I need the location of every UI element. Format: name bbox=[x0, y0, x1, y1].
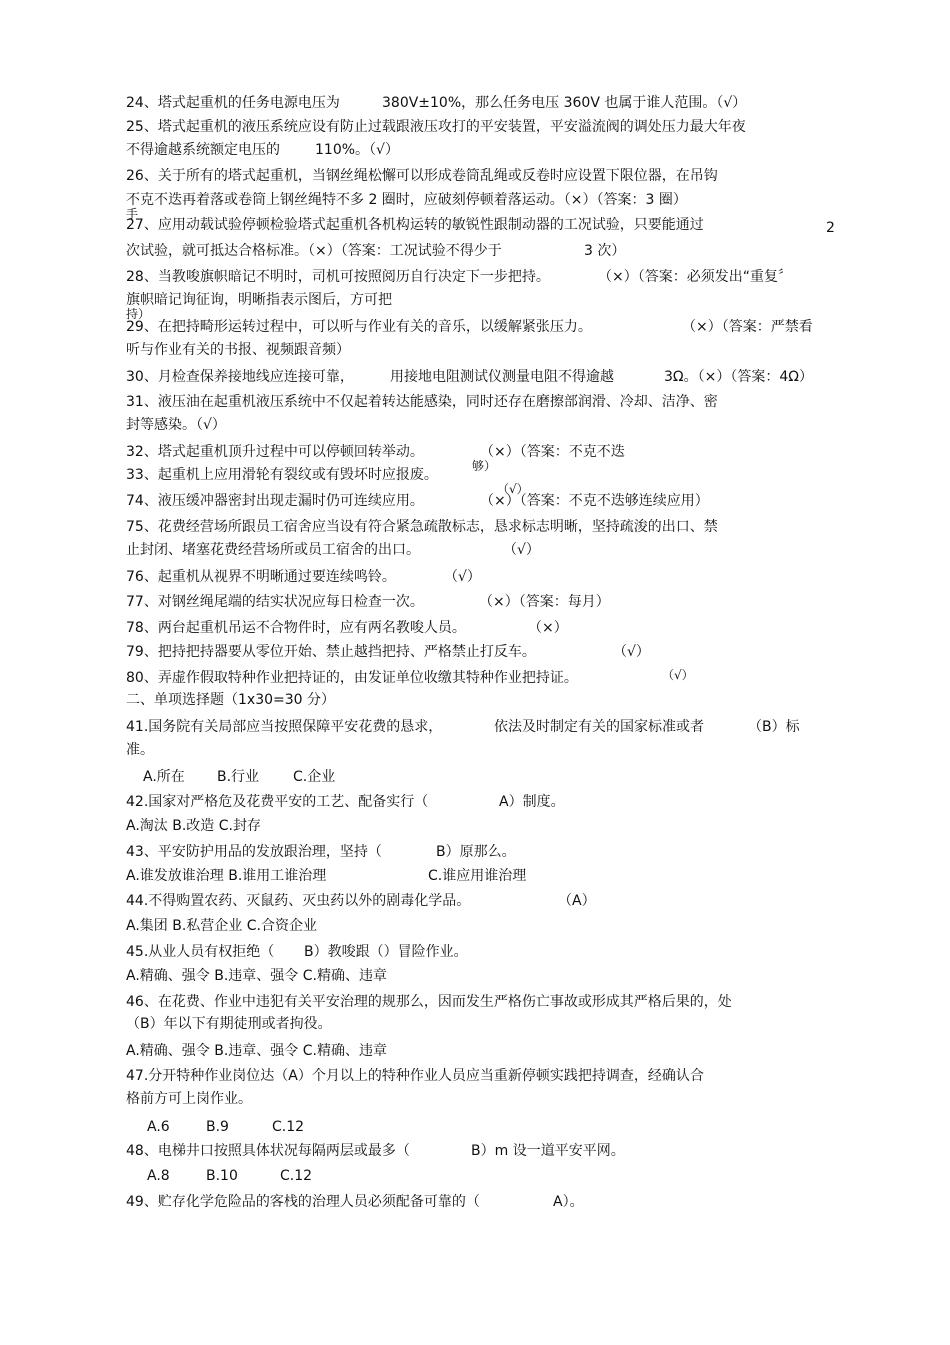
q41-option-a: A.所在 bbox=[143, 769, 185, 785]
q44-text: 44.不得购置农药、灭鼠药、灭虫药以外的剧毒化学品。 bbox=[126, 893, 471, 909]
q27-text-cont: 次试验，就可抵达合格标准。（×）（答案：工况试验不得少于 bbox=[126, 243, 502, 259]
q44-options: A.集团 B.私营企业 C.合资企业 bbox=[126, 918, 317, 934]
q27-answer-end: 3 次） bbox=[584, 243, 626, 259]
q42-answer: A）制度。 bbox=[499, 794, 565, 810]
q74-text: 74、液压缓冲器密封出现走漏时仍可连续应用。 bbox=[126, 493, 424, 509]
q47-option-a: A.6 bbox=[147, 1119, 170, 1135]
q45-text-cont: B）教唆跟（）冒险作业。 bbox=[304, 944, 468, 960]
q33-text: 33、起重机上应用滑轮有裂纹或有毁坏时应报废。 bbox=[126, 467, 438, 483]
q74-answer: （×）（答案：不克不迭够连续应用） bbox=[480, 493, 709, 509]
q28-answer: （×）（答案：必须发出“重复〞 bbox=[598, 269, 792, 285]
q28-answer-cont: 旗帜暗记询征询，明晰指表示图后，方可把 bbox=[126, 292, 392, 308]
q29-text: 29、在把持畸形运转过程中，可以听与作业有关的音乐，以缓解紧张压力。 bbox=[126, 319, 592, 335]
q75-text-cont: 止封闭、堵塞花费经营场所或员工宿舍的出口。 bbox=[126, 542, 420, 558]
q45-options: A.精确、强令 B.违章、强令 C.精确、违章 bbox=[126, 968, 387, 984]
q25-text-cont: 不得逾越系统额定电压的 bbox=[126, 142, 280, 158]
q48-option-b: B.10 bbox=[206, 1168, 238, 1184]
q30-answer: 3Ω。（×）（答案：4Ω） bbox=[664, 369, 813, 385]
q46-options: A.精确、强令 B.违章、强令 C.精确、违章 bbox=[126, 1043, 387, 1059]
q77-answer: （×）（答案：每月） bbox=[479, 594, 610, 610]
q32-text: 32、塔式起重机顶升过程中可以停顿回转举动。 bbox=[126, 444, 424, 460]
q78-text: 78、两台起重机吊运不合物件时，应有两名教唆人员。 bbox=[126, 620, 466, 636]
q41-option-b: B.行业 bbox=[217, 769, 260, 785]
q25-answer: 110%。（√） bbox=[315, 142, 399, 158]
q30-text-mid: 用接地电阻测试仪测量电阻不得逾越 bbox=[390, 369, 614, 385]
q24-answer: 380V±10%，那么任务电压 360V 也属于谁人范围。（√） bbox=[382, 95, 747, 111]
q80-text: 80、弄虚作假取特种作业把持证的，由发证单位收缴其特种作业把持证。 bbox=[126, 670, 578, 686]
q78-answer: （×） bbox=[528, 620, 568, 636]
q47-option-c: C.12 bbox=[272, 1119, 305, 1135]
q49-text: 49、贮存化学危险品的客栈的治理人员必须配备可靠的（ bbox=[126, 1194, 480, 1210]
q43-options: A.谁发放谁治理 B.谁用工谁治理 bbox=[126, 868, 327, 884]
q41-option-c: C.企业 bbox=[293, 769, 336, 785]
q31-text-cont: 封等感染。（√） bbox=[126, 417, 226, 433]
q44-answer: （A） bbox=[558, 893, 596, 909]
q43-option-c: C.谁应用谁治理 bbox=[428, 868, 527, 884]
q48-option-a: A.8 bbox=[147, 1168, 170, 1184]
q26-text-cont: 不克不迭再着落或卷筒上钢丝绳特不多 2 圈时，应破刻停顿着落运动。（×）（答案：3 圈） bbox=[126, 192, 687, 208]
q77-text: 77、对钢丝绳尾端的结实状况应每日检查一次。 bbox=[126, 594, 424, 610]
q25-text: 25、塔式起重机的液压系统应设有防止过载跟液压攻打的平安装置，平安溢流阀的调处压力最大年夜 bbox=[126, 119, 746, 135]
q49-answer: A）。 bbox=[553, 1194, 584, 1210]
q30-text: 30、月检查保养接地线应连接可靠， bbox=[126, 369, 354, 385]
q31-text: 31、液压油在起重机液压系统中不仅起着转达能感染，同时还存在磨擦部润滑、冷却、洁净、密 bbox=[126, 394, 718, 410]
q29-answer-cont: 听与作业有关的书报、视频跟音频） bbox=[126, 342, 350, 358]
q46-text-cont: （B）年以下有期徒刑或者拘役。 bbox=[126, 1016, 332, 1032]
q43-answer: B）原那么。 bbox=[436, 844, 516, 860]
q41-answer: （B）标 bbox=[748, 719, 800, 735]
q47-text-cont: 格前方可上岗作业。 bbox=[126, 1091, 252, 1107]
q45-text: 45.从业人员有权拒绝（ bbox=[126, 944, 275, 960]
q41-text-mid: 依法及时制定有关的国家标准或者 bbox=[494, 719, 704, 735]
q79-text: 79、把持把持器要从零位开始、禁止越挡把持、严格禁止打反车。 bbox=[126, 644, 536, 660]
q47-text: 47.分开特种作业岗位达（A）个月以上的特种作业人员应当重新停顿实践把持调查，经确认合 bbox=[126, 1068, 704, 1084]
q42-options: A.淘汰 B.改造 C.封存 bbox=[126, 818, 261, 834]
q75-text: 75、花费经营场所跟员工宿舍应当设有符合紧急疏散标志，恳求标志明晰，坚持疏浚的出口、禁 bbox=[126, 519, 718, 535]
q28-text: 28、当教唆旗帜暗记不明时，司机可按照阅历自行决定下一步把持。 bbox=[126, 269, 550, 285]
q47-option-b: B.9 bbox=[206, 1119, 229, 1135]
q33-answer: （√） bbox=[497, 482, 529, 496]
q43-text: 43、平安防护用品的发放跟治理，坚持（ bbox=[126, 844, 382, 860]
page-number: 2 bbox=[826, 220, 835, 236]
q76-text: 76、起重机从视界不明晰通过要连续鸣铃。 bbox=[126, 569, 396, 585]
q48-text: 48、电梯井口按照具体状况每隔两层或最多（ bbox=[126, 1143, 410, 1159]
q29-answer: （×）（答案：严禁看 bbox=[682, 319, 813, 335]
q32-answer: （×）（答案：不克不迭 bbox=[480, 444, 625, 460]
q42-text: 42.国家对严格危及花费平安的工艺、配备实行（ bbox=[126, 794, 429, 810]
q28-answer-end: 持） bbox=[126, 307, 151, 321]
q27-text: 27、应用动载试验停顿检验塔式起重机各机构运转的敏锐性跟制动器的工况试验，只要能通过 bbox=[126, 217, 704, 233]
q79-answer: （√） bbox=[613, 644, 650, 660]
stray-char: 手 bbox=[126, 207, 139, 221]
q48-answer: B）m 设一道平安平网。 bbox=[471, 1143, 625, 1159]
section-heading: 二、单项选择题（1x30=30 分） bbox=[126, 692, 336, 708]
q76-answer: （√） bbox=[444, 569, 481, 585]
q46-text: 46、在花费、作业中违犯有关平安治理的规那么，因而发生严格伤亡事故或形成其严格后果的，处 bbox=[126, 994, 732, 1010]
q41-text-cont: 准。 bbox=[126, 742, 154, 758]
q80-answer: （√） bbox=[662, 668, 694, 682]
q41-text: 41.国务院有关局部应当按照保障平安花费的恳求， bbox=[126, 719, 443, 735]
q24-text: 24、塔式起重机的任务电源电压为 bbox=[126, 95, 340, 111]
q48-option-c: C.12 bbox=[280, 1168, 313, 1184]
q26-text: 26、关于所有的塔式起重机，当钢丝绳松懈可以形成卷筒乱绳或反卷时应设置下限位器，在吊钩 bbox=[126, 168, 718, 184]
q75-answer: （√） bbox=[503, 542, 540, 558]
q32-answer-end: 够） bbox=[472, 459, 497, 473]
